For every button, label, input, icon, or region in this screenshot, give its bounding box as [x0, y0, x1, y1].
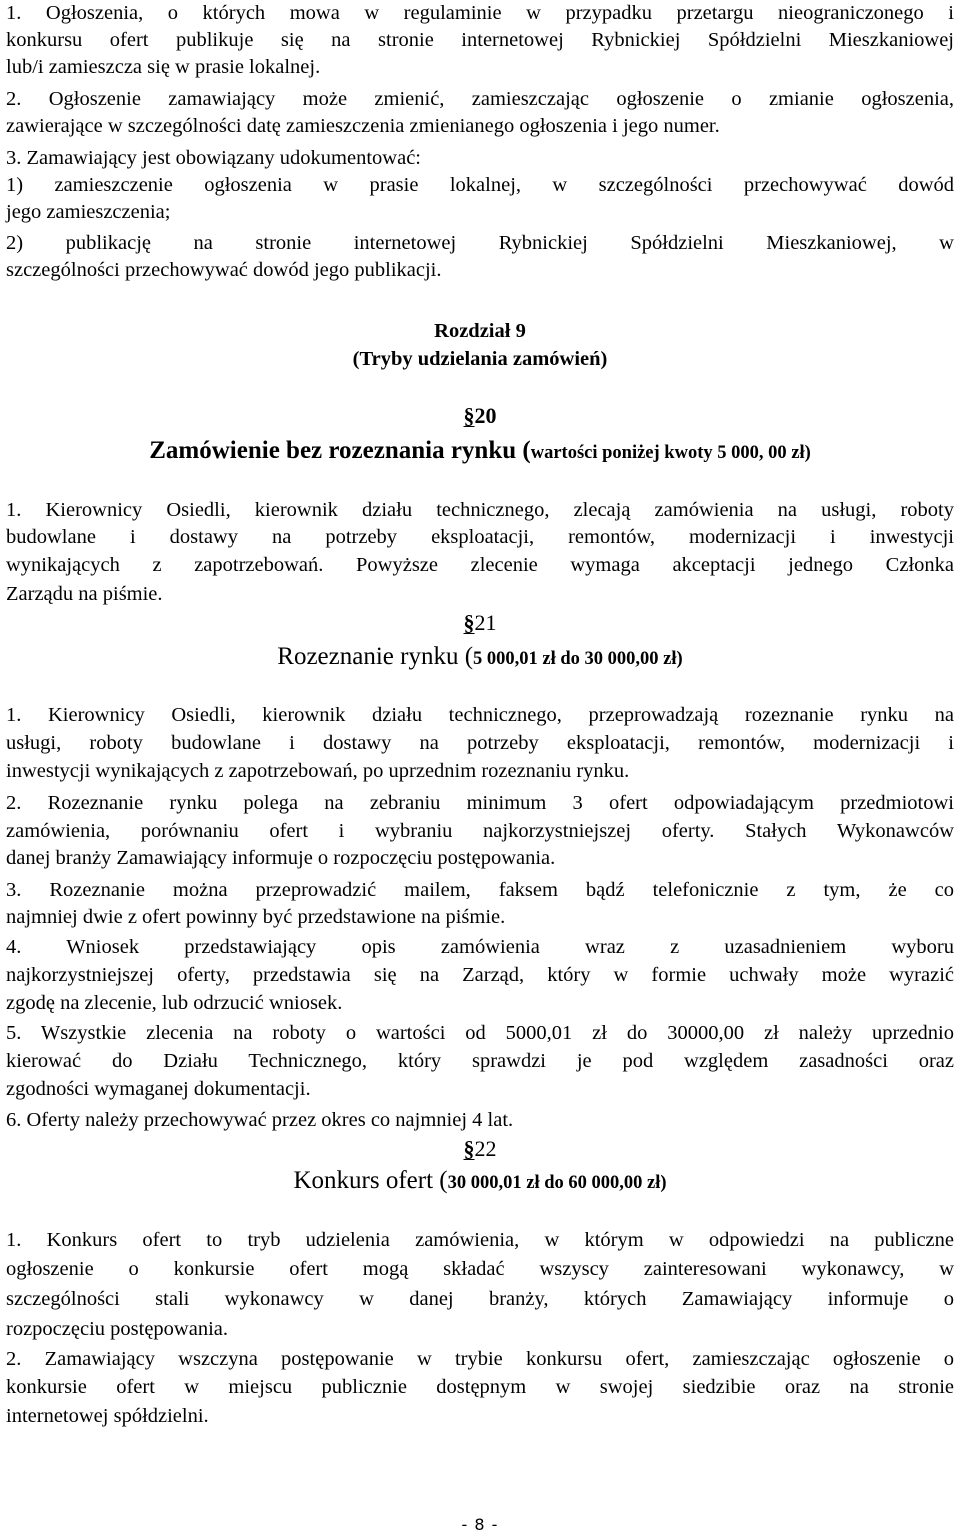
section-21-number: [0, 609, 960, 636]
section-20-heading: [0, 437, 960, 467]
paragraph-line: konkursie ofert w miejscu publicznie dostępnym w swojej siedzibie oraz na stronie: [6, 1376, 954, 1398]
paragraph-line: 4. Wniosek przedstawiający opis zamówienia wraz z uzasadnieniem wyboru: [6, 936, 954, 958]
paragraph-line: ogłoszenie o konkursie ofert mogą składać wszyscy zainteresowani wykonawcy, w: [6, 1258, 954, 1280]
heading-range: wartości poniżej kwoty 5 000, 00 zł): [530, 443, 811, 463]
paragraph-line: zgodności wymaganej dokumentacji.: [6, 1078, 311, 1100]
paragraph-line: inwestycji wynikających z zapotrzebowań, po uprzednim rozeznaniu rynku.: [6, 760, 630, 782]
paragraph-line: 5. Wszystkie zlecenia na roboty o wartości od 5000,01 zł do 30000,00 zł należy uprzednio: [6, 1022, 954, 1044]
heading-main: Konkurs ofert: [293, 1167, 434, 1194]
paragraph-line: 1. Kierownicy Osiedli, kierownik działu technicznego, zlecają zamówienia na usługi, roboty: [6, 499, 954, 521]
paragraph-line: 2. Rozeznanie rynku polega na zebraniu minimum 3 ofert odpowiadającym przedmiotowi: [6, 792, 954, 814]
heading-paren: (: [516, 437, 531, 464]
page-number: - 8 -: [461, 1515, 499, 1534]
section-22-heading: [0, 1167, 960, 1197]
paragraph-line: zawierające w szczególności datę zamieszczenia zmienianego ogłoszenia i jego numer.: [6, 115, 720, 137]
section-symbol: §: [463, 403, 475, 428]
heading-range: 30 000,01 zł do 60 000,00 zł): [447, 1173, 667, 1193]
paragraph-line: zgodę na zlecenie, lub odrzucić wniosek.: [6, 992, 343, 1014]
paragraph-line: zamówienia, porównaniu ofert i wybraniu najkorzystniejszej oferty. Stałych Wykonawców: [6, 820, 954, 842]
paragraph-line: kierować do Działu Technicznego, który sprawdzi je pod względem zasadności oraz: [6, 1050, 954, 1072]
paragraph-line: jego zamieszczenia;: [6, 201, 171, 223]
paragraph-line: 2. Ogłoszenie zamawiający może zmienić, zamieszczając ogłoszenie o zmianie ogłoszenia,: [6, 88, 954, 110]
paragraph-line: rozpoczęciu postępowania.: [6, 1318, 228, 1340]
paragraph-line: najkorzystniejszej oferty, przedstawia się na Zarząd, który w formie uchwały może wyrazić: [6, 964, 954, 986]
paragraph-line: 3. Rozeznanie można przeprowadzić mailem, faksem bądź telefonicznie z tym, że co: [6, 879, 954, 901]
chapter-title: Rozdział 9: [434, 320, 526, 342]
paragraph-line: konkursu ofert publikuje się na stronie internetowej Rybnickiej Spółdzielni Mieszkaniowej: [6, 29, 954, 51]
section-20-number: [0, 402, 960, 429]
section-number: 20: [474, 403, 497, 428]
paragraph-line: internetowej spółdzielni.: [6, 1405, 209, 1427]
heading-paren: (: [458, 643, 474, 670]
chapter-subtitle: (Tryby udzielania zamówień): [352, 348, 608, 370]
paragraph-line: danej branży Zamawiający informuje o rozpoczęciu postępowania.: [6, 847, 556, 869]
heading-paren: (: [433, 1167, 448, 1194]
paragraph-line: usługi, roboty budowlane i dostawy na potrzeby eksploatacji, remontów, modernizacji i: [6, 732, 954, 754]
paragraph-line: lub/i zamieszcza się w prasie lokalnej.: [6, 56, 321, 78]
heading-main: Rozeznanie rynku: [277, 643, 459, 670]
paragraph-line: 1. Kierownicy Osiedli, kierownik działu technicznego, przeprowadzają rozeznanie rynku na: [6, 704, 954, 726]
heading-range: 5 000,01 zł do 30 000,00 zł): [473, 649, 683, 669]
paragraph-line: 2) publikację na stronie internetowej Rybnickiej Spółdzielni Mieszkaniowej, w: [6, 232, 954, 254]
paragraph-line: wynikających z zapotrzebowań. Powyższe zlecenie wymaga akceptacji jednego Członka: [6, 554, 954, 576]
section-22-number: [0, 1135, 960, 1162]
paragraph-line: szczególności przechowywać dowód jego publikacji.: [6, 259, 442, 281]
section-21-heading: [0, 643, 960, 673]
paragraph-line: Zarządu na piśmie.: [6, 583, 163, 605]
paragraph-line: 1. Konkurs ofert to tryb udzielenia zamówienia, w którym w odpowiedzi na publiczne: [6, 1229, 954, 1251]
paragraph-line: 3. Zamawiający jest obowiązany udokumentować:: [6, 147, 421, 169]
section-number: 21: [474, 610, 497, 635]
heading-main: Zamówienie bez rozeznania rynku: [149, 437, 517, 464]
paragraph-line: 1) zamieszczenie ogłoszenia w prasie lokalnej, w szczególności przechowywać dowód: [6, 174, 954, 196]
paragraph-line: 2. Zamawiający wszczyna postępowanie w trybie konkursu ofert, zamieszczając ogłoszenie o: [6, 1348, 954, 1370]
section-symbol: §: [463, 610, 475, 635]
section-symbol: §: [463, 1136, 475, 1161]
section-number: 22: [474, 1136, 497, 1161]
paragraph-line: najmniej dwie z ofert powinny być przedstawione na piśmie.: [6, 906, 506, 928]
paragraph-line: szczególności stali wykonawcy w danej branży, których Zamawiający informuje o: [6, 1288, 954, 1310]
paragraph-line: 1. Ogłoszenia, o których mowa w regulaminie w przypadku przetargu nieograniczonego i: [6, 2, 954, 24]
paragraph-line: 6. Oferty należy przechowywać przez okres co najmniej 4 lat.: [6, 1109, 514, 1131]
paragraph-line: budowlane i dostawy na potrzeby eksploatacji, remontów, modernizacji i inwestycji: [6, 526, 954, 548]
